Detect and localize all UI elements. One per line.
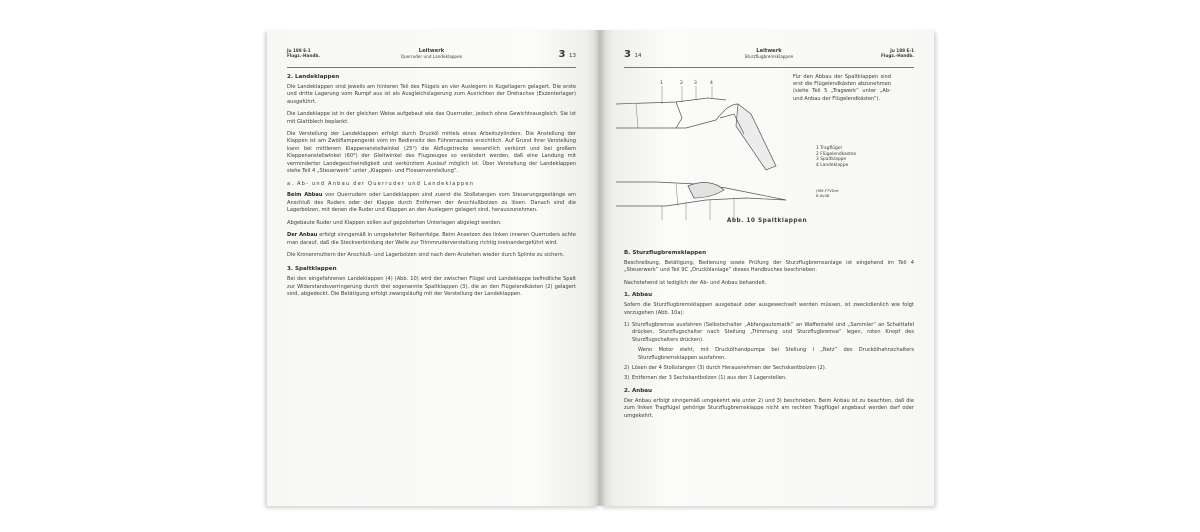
page-number xyxy=(559,49,576,60)
aircraft-type: Ju 188 E-1 xyxy=(890,48,914,53)
figure-callout: 2 xyxy=(680,81,683,86)
book-spine xyxy=(594,30,606,506)
figure-callout: 4 xyxy=(710,81,713,86)
section-title xyxy=(624,48,914,60)
right-page-header xyxy=(624,47,914,68)
figure-callout: 3 xyxy=(694,81,697,86)
list-text: Lösen der 4 Stoßstangen (3) durch Herausnehmen der Sechskantbolzen (2). xyxy=(632,365,827,372)
paragraph: Die Verstellung der Landeklappen erfolgt durch Drucköl mittels eines Arbeitszylinders. Die Anstellung der Klappen ist am Zwölflampengerät vom im Bediensitz des Führerraumes ersichtlich. Auf Grund ihrer Verstellung kann bei mittlerem Klappenanstellwinkel (25°) die Abflugstrecke wesentlich verkürzt und bei großem Klappenanstellwinkel (60°) der Gleitwinkel des Flugzeuges so verändert werden, daß eine Landung mit verminderter Landegeschwindigkeit und verkürztem Auslauf möglich ist. Über Verstellung der Landeklappen siehe Teil 4 „Steuerwerk“ unter „Klappen- und Flossenverstellung“. xyxy=(287,131,576,175)
paragraph: Bei den eingefahrenen Landeklappen (4) (Abb. 10) wird der zwischen Flügel und Landeklappe befindliche Spalt zur Widerstandsverringerung durch drei sogenannte Spaltklappen (3), die an den Flügelendkästen (2) gelagert sind, abgedeckt. Die Betätigung erfolgt zwangsläufig mit der Verstellung der Landeklappen. xyxy=(287,276,576,298)
aircraft-type: Ju 188 E-1 xyxy=(287,48,311,53)
figure-legend xyxy=(816,146,856,168)
figure-callout: 1 xyxy=(660,81,663,86)
figure-note: Für den Abbau der Spaltklappen sind erst die Flügelendkästen abzunehmen (siehe Teil 5 „Tragwerk“ unter „Ab- und Anbau der Flügelendkästen“). xyxy=(793,74,891,102)
list-text: Sturzflugbremse ausfahren (Selbstschalter „Abfangautomatik“ an Waffentafel und „Sammler“ an Schalttafel drücken, Sturzflugschalter nach Steilung „Trimmung und Sturzflugbremse“ legen, roten Knopf des Sturzflugschalters drücken). xyxy=(632,322,914,343)
section-title-main: Leitwerk xyxy=(418,48,445,54)
paragraph: Die Landeklappe ist in der gleichen Weise aufgebaut wie das Querruder, jedoch ohne Gewichtsausgleich. Sie ist mit Glattblech beplankt. xyxy=(287,111,576,125)
left-page-header xyxy=(287,47,576,68)
figure-code xyxy=(816,189,839,199)
bold-lead: Beim Abbau xyxy=(287,192,323,199)
right-page xyxy=(600,30,934,506)
heading-sturzflugbremsklappen: B. Sturzflugbremsklappen xyxy=(624,250,707,256)
section-title xyxy=(287,48,576,60)
procedure-list xyxy=(624,322,914,383)
legend-item: 3 Spaltklappe xyxy=(816,157,847,163)
figure-spaltklappen xyxy=(616,74,918,246)
list-text: Wenn Motor steht, mit Druckölhandpumpe bei Stellung I „Netz“ des Druckölhahnschalters Sturzflugbremsklappen ausfahren. xyxy=(638,347,914,361)
subheading-ab-anbau: a. Ab- und Anbau der Querruder und Landeklappen xyxy=(287,181,475,188)
bold-lead: Der Anbau xyxy=(287,232,318,239)
page-number-major: 3 xyxy=(558,49,566,60)
handbook-label: Flugz.-Handb. xyxy=(287,53,320,58)
section-subtitle: Sturzflugbremsklappen xyxy=(744,54,794,59)
figure-code-line: B.III/48 xyxy=(816,192,830,198)
heading-abbau: 1. Abbau xyxy=(624,292,653,299)
heading-anbau: 2. Anbau xyxy=(624,387,653,394)
paragraph: Sofern die Sturzflugbremsklappen ausgebaut oder ausgewechselt werden müssen, ist zweckdienlich wie folgt vorzugehen (Abb. 10a): xyxy=(624,302,914,316)
paragraph: Die Kronenmuttern der Anschluß- und Lagerbolzen sind nach dem Anziehen wieder durch Splinte zu sichern. xyxy=(287,251,565,258)
paragraph: Abgebaute Ruder und Klappen sollen auf gepolsterten Unterlagen abgelegt werden. xyxy=(287,219,502,226)
legend-item: 2 Flügelendkasten xyxy=(816,151,857,157)
list-number: 3) xyxy=(624,375,630,382)
left-page xyxy=(267,30,600,506)
paragraph xyxy=(287,232,576,247)
section-subtitle: Querruder und Landeklappen xyxy=(400,54,463,59)
aircraft-label xyxy=(881,48,914,58)
heading-spaltklappen: 3. Spaltklappen xyxy=(287,266,337,273)
paragraph: Nachstehend ist lediglich der Ab- und Anbau behandelt. xyxy=(624,279,767,286)
list-item xyxy=(624,347,914,362)
paragraph: Der Anbau erfolgt sinngemäß umgekehrt wie unter 2) und 3) beschrieben. Beim Anbau ist zu beachten, daß die zum linken Tragflügel gehörige Sturzflugbremsklappe nicht am rechten Tragflügel angebaut werden darf oder umgekehrt. xyxy=(624,397,914,419)
page-number-major: 3 xyxy=(624,49,631,60)
paragraph-text: erfolgt sinngemäß in umgekehrter Reihenfolge. Beim Ansetzen des linken inneren Querruders achte man darauf, daß die Steckverbindung der Welle zur Trimmruderverstellung richtig ineinandergeführt wird. xyxy=(287,232,576,246)
list-number: 1) xyxy=(624,322,630,329)
figure-caption: Abb. 10 Spaltklappen xyxy=(726,218,808,224)
paragraph xyxy=(287,192,576,214)
paragraph: Die Landeklappen sind jeweils am hinteren Teil des Flügels an vier Auslegern in Kugellagern gelagert. Die erste und dritte Lagerung vom Rumpf aus ist als Ausgleichslagerung zum Ausrichten der Drehachse (Exzenterlager) ausgeführt. xyxy=(287,84,576,105)
list-text: Entfernen der 3 Sechskantbolzen (1) aus den 3 Lagerstellen. xyxy=(632,375,787,382)
page-number-minor: 13 xyxy=(569,53,576,59)
paragraph-text: von Querrudern oder Landeklappen sind zuerst die Stoßstangen vom Steuerungsgestänge am Anschluß des Ruders oder der Klappe durch Entfernen der Anschlußbolzen zu lösen. Danach sind die Lagerbolzen, mit denen die Ruder und Klappen an den Auslegern gelagert sind, herauszunehmen. xyxy=(287,192,576,214)
legend-item: 1 Tragflügel xyxy=(816,146,842,151)
section-title-main: Leitwerk xyxy=(756,48,782,54)
list-item xyxy=(624,375,914,382)
list-item xyxy=(624,365,914,372)
page-number-minor: 14 xyxy=(634,53,642,59)
paragraph: Beschreibung, Betätigung, Bedienung sowie Prüfung der Sturzflugbremsanlage ist eingehend im Teil 4 „Steuerwerk“ und Teil 9C „Druckölanlage“ dieses Handbuches beschrieben. xyxy=(624,260,914,274)
handbook-label: Flugz.-Handb. xyxy=(881,53,914,58)
heading-landeklappen: 2. Landeklappen xyxy=(287,74,340,80)
figure-code-line: (RM-FTVDre xyxy=(816,188,839,193)
list-item xyxy=(624,322,914,344)
open-handbook xyxy=(267,30,934,506)
list-number xyxy=(630,347,638,362)
list-number: 2) xyxy=(624,365,630,372)
legend-item: 4 Landeklappe xyxy=(816,162,849,168)
wing-flap-diagram xyxy=(616,74,796,224)
